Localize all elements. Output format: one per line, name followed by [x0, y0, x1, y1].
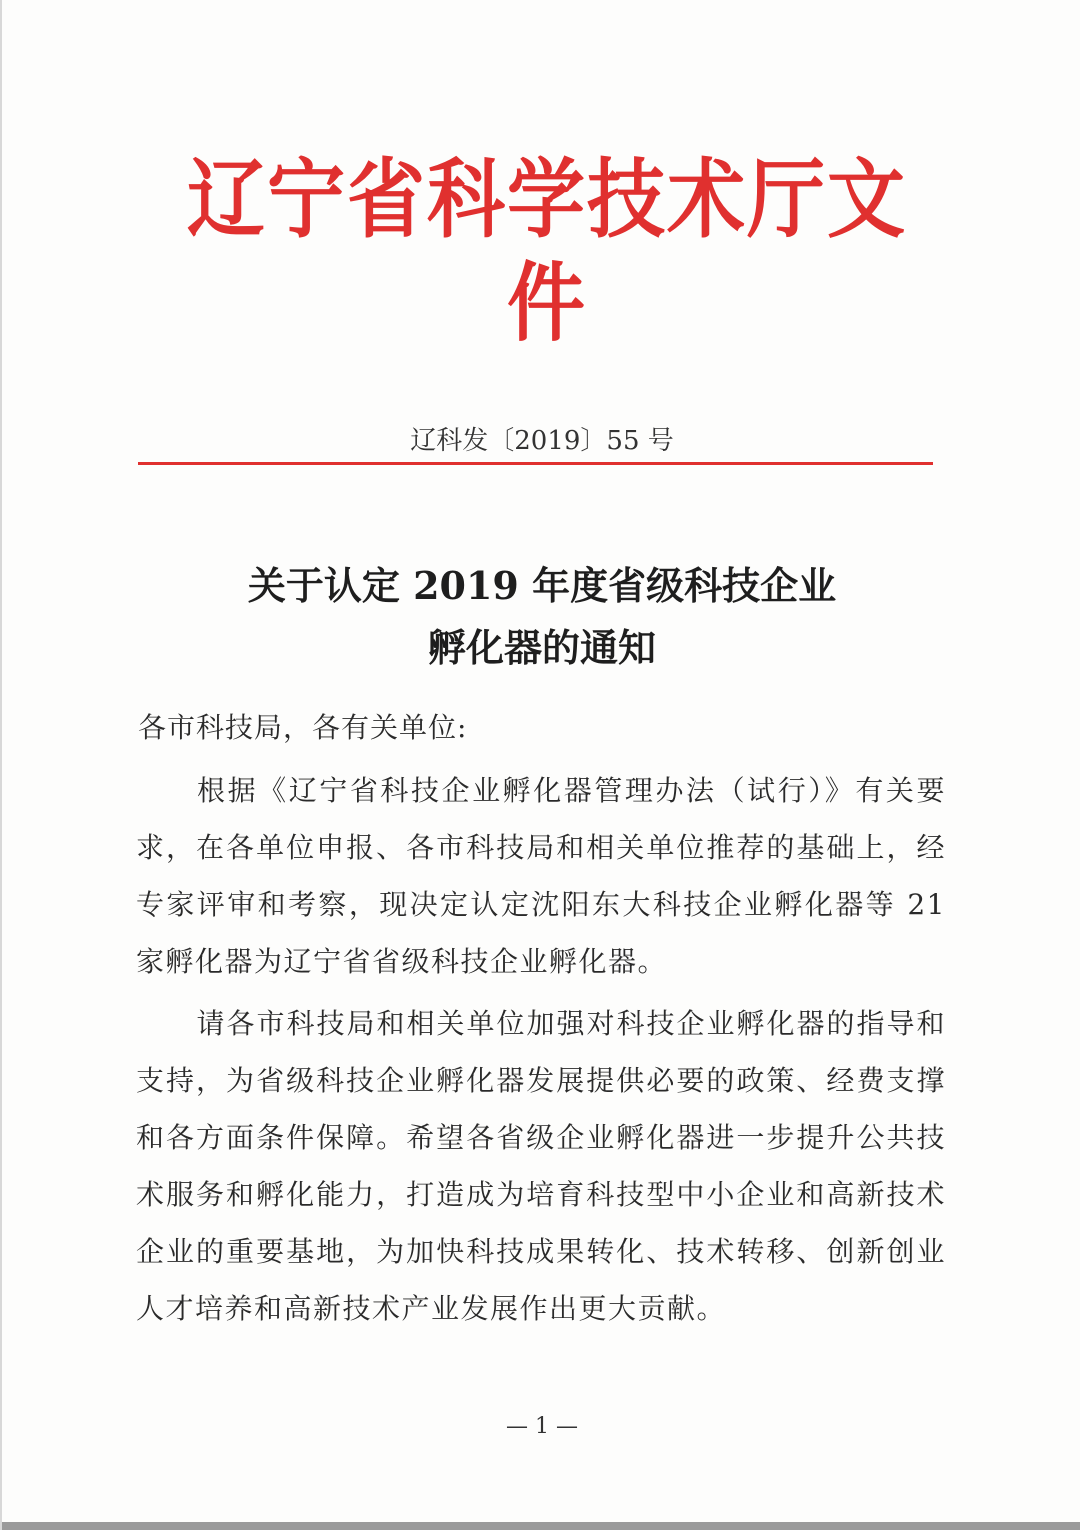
page-number: — 1 —	[506, 1414, 578, 1439]
body-paragraph-2-text: 请各市科技局和相关单位加强对科技企业孵化器的指导和支持，为省级科技企业孵化器发展提供必要的政策、经费支撑和各方面条件保障。希望各省级企业孵化器进一步提升公共技术服务和孵化能力，打造成为培育科技型中小企业和高新技术企业的重要基地，为加快科技成果转化、技术转移、创新创业人才培养和高新技术产业发展作出更大贡献。	[136, 1007, 946, 1325]
body-paragraph-1	[136, 762, 946, 990]
salutation: 各市科技局，各有关单位:	[138, 711, 468, 744]
body-paragraph-1-text: 根据《辽宁省科技企业孵化器管理办法（试行）》有关要求，在各单位申报、各市科技局和相关单位推荐的基础上，经专家评审和考察，现决定认定沈阳东大科技企业孵化器等 21 家孵化器为辽宁省省级科技企业孵化器。	[136, 774, 946, 978]
document-number: 辽科发〔2019〕55 号	[410, 426, 674, 456]
page-bottom-edge	[2, 1522, 1080, 1530]
red-divider-line	[138, 462, 933, 465]
notice-title-line-1: 关于认定 2019 年度省级科技企业	[247, 563, 837, 608]
body-paragraph-2	[136, 995, 946, 1337]
notice-title-line-2: 孵化器的通知	[427, 625, 656, 670]
masthead-title: 辽宁省科学技术厅文件	[187, 151, 908, 354]
notice-title	[2, 555, 1080, 679]
